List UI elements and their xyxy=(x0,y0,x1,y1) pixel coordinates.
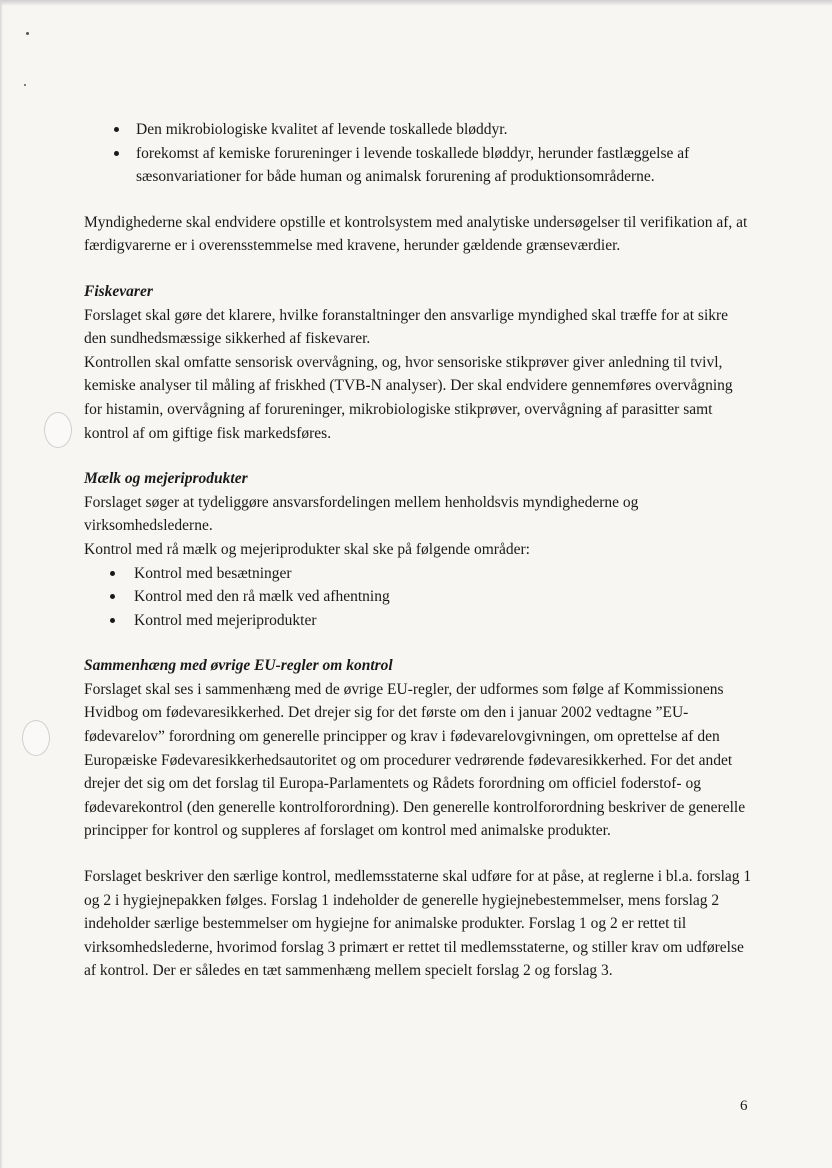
punch-hole xyxy=(44,412,72,448)
paragraph-sammenhaeng: Forslaget skal ses i sammenhæng med de øvrige EU-regler, der udformes som følge af Kommissionens Hvidbog om fødevaresikkerhed. Det drejer sig for det første om den i januar 2002 vedtagne ”EU-fødevarelov” forordning om generelle principper og krav i fødevarelovgivningen, om oprettelse af den Europæiske Fødevaresikkerhedsautoritet og om procedurer vedrørende fødevaresikkerhed. For det andet drejer det sig om det forslag til Europa-Parlamentets og Rådets forordning om officiel foderstof- og fødevarekontrol (den generelle kontrolforordning). Den generelle kontrolforordning beskriver de generelle principper for kontrol og suppleres af forslaget om kontrol med animalske produkter. xyxy=(84,680,746,840)
bullet-icon xyxy=(110,571,115,576)
document-body xyxy=(84,118,754,983)
scan-speck xyxy=(26,32,29,35)
paragraph-fisk-2: Kontrollen skal omfatte sensorisk overvågning, og, hvor sensoriske stikprøver giver anledning til tvivl, kemiske analyser til måling af friskhed (TVB-N analyser). Der skal endvidere gennemføres overvågning for histamin, overvågning af forureninger, mikrobiologiske stikprøver, overvågning af parasitter samt kontrol af om giftige fisk markedsføres. xyxy=(84,353,733,442)
heading-sammenhaeng: Sammenhæng med øvrige EU-regler om kontrol xyxy=(84,657,393,675)
bullet-icon xyxy=(110,618,115,623)
paragraph-maelk-2: Kontrol med rå mælk og mejeriprodukter skal ske på følgende områder: xyxy=(84,540,530,558)
scan-speck xyxy=(24,84,26,86)
bullet-icon xyxy=(114,127,119,132)
scan-top-edge xyxy=(0,0,832,6)
paragraph-fisk-1: Forslaget skal gøre det klarere, hvilke foranstaltninger den ansvarlige myndighed skal træffe for at sikre den sundhedsmæssige sikkerhed af fiskevarer. xyxy=(84,306,729,348)
scan-left-edge xyxy=(0,0,3,1168)
paragraph-final: Forslaget beskriver den særlige kontrol, medlemsstaterne skal udføre for at påse, at reglerne i bl.a. forslag 1 og 2 i hygiejnepakken følges. Forslag 1 indeholder de generelle hygiejnebestemmelser, mens forslag 2 indeholder særlige bestemmelser om hygiejne for animalske produkter. Forslag 1 og 2 er rettet til virksomhedslederne, hvorimod forslag 3 primært er rettet til medlemsstaterne, og stiller krav om udførelse af kontrol. Der er således en tæt sammenhæng mellem specielt forslag 2 og forslag 3. xyxy=(84,868,752,980)
bullet-icon xyxy=(110,594,115,599)
bullet-list-top xyxy=(84,118,754,189)
heading-fiskevarer: Fiskevarer xyxy=(84,282,153,300)
list-item: forekomst af kemiske forureninger i levende toskallede bløddyr, herunder fastlæggelse af sæsonvariationer for både human og animalsk forurening af produktionsområderne. xyxy=(84,142,754,189)
heading-maelk: Mælk og mejeriprodukter xyxy=(84,470,248,488)
list-item: Kontrol med den rå mælk ved afhentning xyxy=(84,585,754,609)
punch-hole xyxy=(22,720,50,756)
bullet-list-maelk xyxy=(84,562,754,633)
paragraph-maelk-1: Forslaget søger at tydeliggøre ansvarsfordelingen mellem henholdsvis myndighederne og virksomhedslederne. xyxy=(84,493,639,535)
list-item: Den mikrobiologiske kvalitet af levende toskallede bløddyr. xyxy=(84,118,754,142)
paragraph-myndigheder: Myndighederne skal endvidere opstille et kontrolsystem med analytiske undersøgelser til verifikation af, at færdigvarerne er i overensstemmelse med kravene, herunder gældende grænseværdier. xyxy=(84,213,748,255)
bullet-icon xyxy=(114,151,119,156)
page-number: 6 xyxy=(740,1098,748,1114)
list-item: Kontrol med besætninger xyxy=(84,562,754,586)
list-item: Kontrol med mejeriprodukter xyxy=(84,609,754,633)
